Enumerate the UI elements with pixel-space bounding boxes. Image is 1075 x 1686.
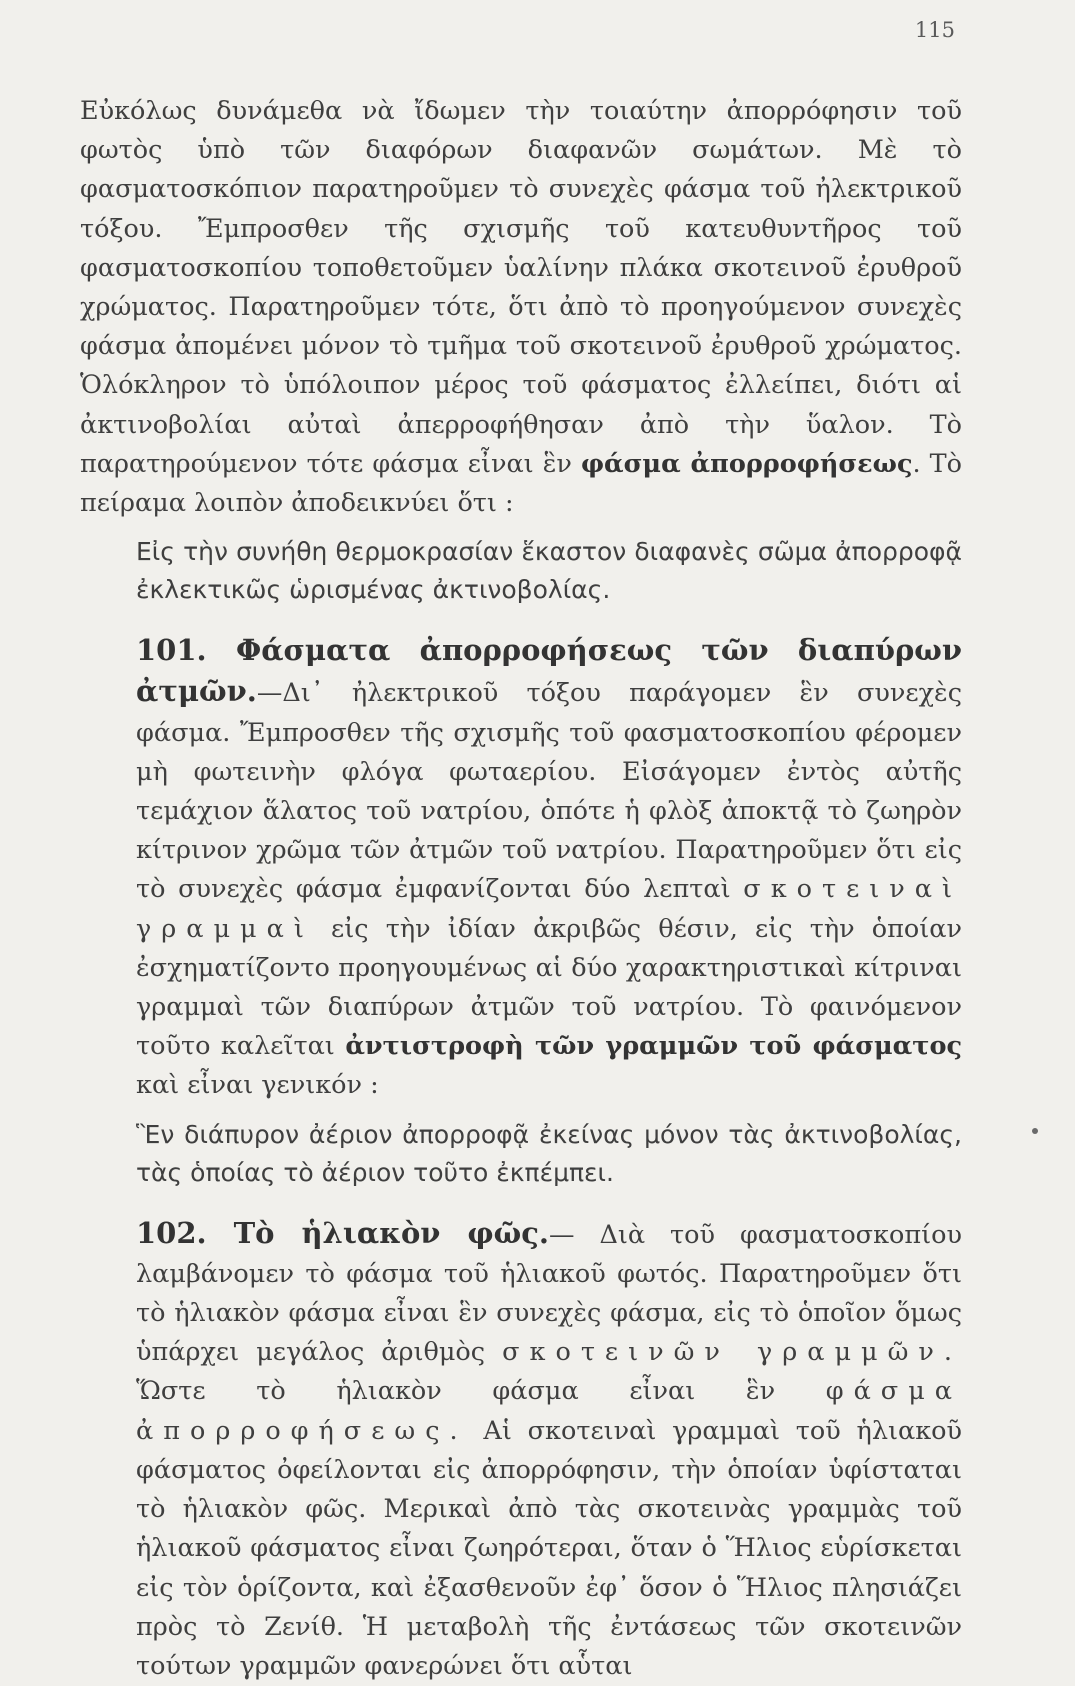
section-101-paragraph: [80, 631, 962, 1105]
section-102-spaced-term-1: σκοτεινῶν γραμμῶν.: [502, 1337, 962, 1368]
margin-dot-mark: [1032, 1128, 1038, 1134]
section-101-text-3: καὶ εἶναι γενικόν :: [136, 1070, 379, 1101]
intro-text: Εὐκόλως δυνάμεθα νὰ ἴδωμεν τὴν τοιαύτην ἀπορρόφησιν τοῦ φωτὸς ὑπὸ τῶν διαφόρων διαφανῶν σωμάτων. Μὲ τὸ φασματοσκόπιον παρατηροῦμεν τὸ συνεχὲς φάσμα τοῦ ἠλεκτρικοῦ τόξου. Ἔμπροσθεν τῆς σχισμῆς τοῦ κατευθυντῆρος τοῦ φασματοσκοπίου τοποθετοῦμεν ὑαλίνην πλάκα σκοτεινοῦ ἐρυθροῦ χρώματος. Παρατηροῦμεν τότε, ὅτι ἀπὸ τὸ προηγούμενον συνεχὲς φάσμα ἀπομένει μόνον τὸ τμῆμα τοῦ σκοτεινοῦ ἐρυθροῦ χρώματος. Ὁλόκληρον τὸ ὑπόλοιπον μέρος τοῦ φάσματος ἐλλείπει, διότι αἱ ἀκτινοβολίαι αὐταὶ ἀπερροφήθησαν ἀπὸ τὴν ὕαλον. Τὸ παρατηρούμενον τότε φάσμα εἶναι ἓν: [80, 96, 962, 479]
section-101-rule: Ἓν διάπυρον ἀέριον ἀπορροφᾷ ἐκείνας μόνον τὰς ἀκτινοβολίας, τὰς ὁποίας τὸ ἀέριον τοῦτο ἐκπέμπει.: [136, 1119, 962, 1187]
section-102-spaced-term-2: φάσμα ἀπορροφήσεως.: [136, 1376, 962, 1446]
intro-bold-term: φάσμα ἀπορροφήσεως: [580, 448, 913, 479]
intro-text-end: . Τὸ πείραμα λοιπὸν ἀποδεικνύει ὅτι :: [80, 448, 962, 519]
section-102-text-1: — Διὰ τοῦ φασματοσκοπίου λαμβάνομεν τὸ φάσμα τοῦ ἡλιακοῦ φωτός. Παρατηροῦμεν ὅτι τὸ ἡλιακὸν φάσμα εἶναι ἓν συνεχὲς φάσμα, εἰς τὸ ὁποῖον ὅμως ὑπάρχει μεγάλος ἀριθμὸς: [136, 1219, 962, 1368]
page-number: 115: [914, 18, 955, 42]
section-101-spaced-term: σκοτειναὶ γραμμαὶ: [136, 874, 963, 944]
section-102-text-2: Ὥστε τὸ ἡλιακὸν φάσμα εἶναι ἓν: [136, 1376, 776, 1407]
section-101-heading: 101. Φάσματα ἀπορροφήσεως τῶν διαπύρων ἀτμῶν.: [136, 633, 962, 709]
section-102-text-3: Αἱ σκοτειναὶ γραμμαὶ τοῦ ἡλιακοῦ φάσματος ὀφείλονται εἰς ἀπορρόφησιν, τὴν ὁποίαν ὑφίσταται τὸ ἡλιακὸν φῶς. Μερικαὶ ἀπὸ τὰς σκοτεινὰς γραμμὰς τοῦ ἡλιακοῦ φάσματος εἶναι ζωηρότεραι, ὅταν ὁ Ἥλιος εὑρίσκεται εἰς τὸν ὁρίζοντα, καὶ ἐξασθενοῦν ἐφ᾽ ὅσον ὁ Ἥλιος πλησιάζει πρὸς τὸ Ζενίθ. Ἡ μεταβολὴ τῆς ἐντάσεως τῶν σκοτεινῶν τούτων γραμμῶν φανερώνει ὅτι αὗται: [136, 1415, 963, 1681]
section-102-paragraph: [80, 1214, 962, 1686]
section-102-heading: 102. Τὸ ἡλιακὸν φῶς.: [136, 1215, 549, 1250]
section-101-text-1: —Δι᾽ ἠλεκτρικοῦ τόξου παράγομεν ἓν συνεχὲς φάσμα. Ἔμπροσθεν τῆς σχισμῆς τοῦ φασματοσκοπίου φέρομεν μὴ φωτεινὴν φλόγα φωταερίου. Εἰσάγομεν ἐντὸς αὐτῆς τεμάχιον ἅλατος τοῦ νατρίου, ὁπότε ἡ φλὸξ ἀποκτᾷ τὸ ζωηρὸν κίτρινον χρῶμα τῶν ἀτμῶν τοῦ νατρίου. Παρατηροῦμεν ὅτι εἰς τὸ συνεχὲς φάσμα ἐμφανίζονται δύο λεπταὶ: [136, 678, 962, 905]
intro-rule: Εἰς τὴν συνήθη θερμοκρασίαν ἕκαστον διαφανὲς σῶμα ἀπορροφᾷ ἐκλεκτικῶς ὡρισμένας ἀκτινοβολίας.: [136, 537, 962, 605]
intro-paragraph: [80, 92, 962, 523]
section-101-bold-term: ἀντιστροφὴ τῶν γραμμῶν τοῦ φάσματος: [345, 1031, 962, 1062]
section-101-text-2: εἰς τὴν ἰδίαν ἀκριβῶς θέσιν, εἰς τὴν ὁποίαν ἐσχηματίζοντο προηγουμένως αἱ δύο χαρακτηριστικαὶ κίτριναι γραμμαὶ τῶν διαπύρων ἀτμῶν τοῦ νατρίου. Τὸ φαινόμενον τοῦτο καλεῖται: [136, 913, 962, 1062]
